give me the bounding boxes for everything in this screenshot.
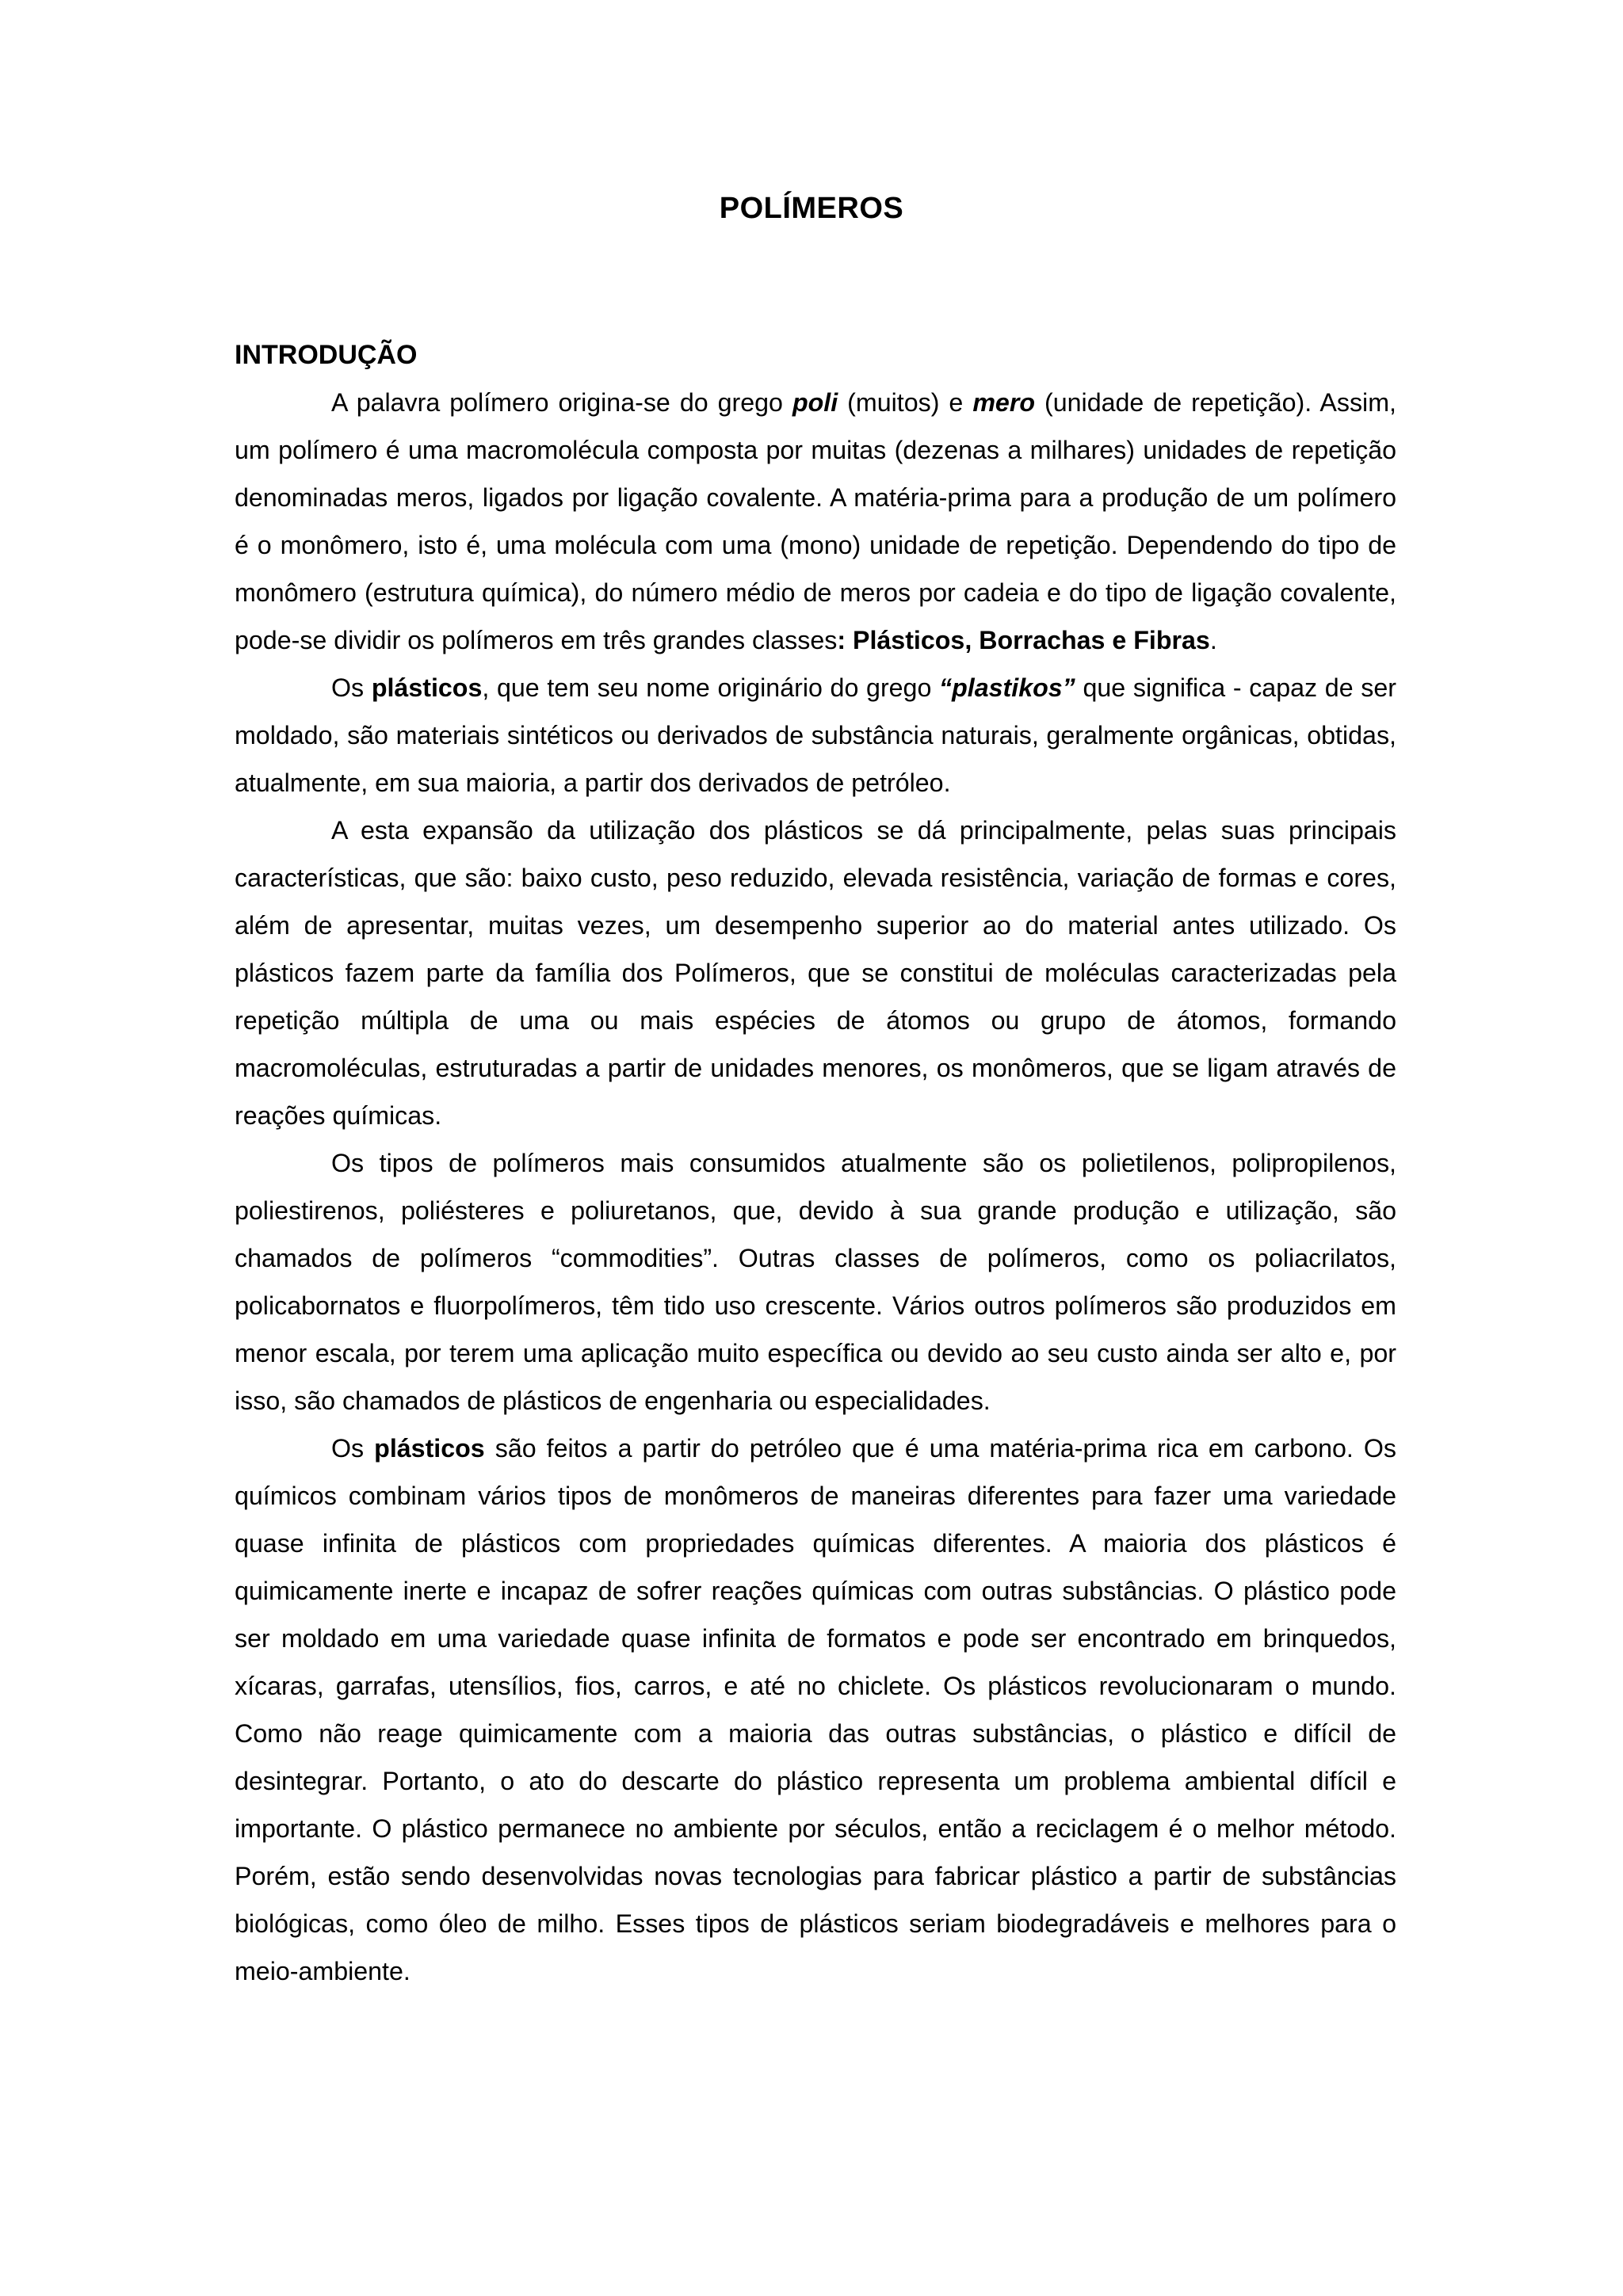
page-title: POLÍMEROS <box>719 192 904 225</box>
paragraph-plasticos-origin: Os plásticos, que tem seu nome originário do grego “plastikos” que significa - capaz de ser moldado, são materiais sintéticos ou derivados de substância naturais, geralmente orgânicas, obtidas, atualmente, em sua maioria, a partir dos derivados de petróleo. <box>235 673 1396 797</box>
emphasis-text: poli <box>792 388 838 417</box>
paragraph-introduction: A palavra polímero origina-se do grego poli (muitos) e mero (unidade de repetição). Assim, um polímero é uma macromolécula composta por muitas (dezenas a milhares) unidades de repetição denominadas meros, ligados por ligação covalente. A matéria-prima para a produção de um polímero é o monômero, isto é, uma molécula com uma (mono) unidade de repetição. Dependendo do tipo de monômero (estrutura química), do número médio de meros por cadeia e do tipo de ligação covalente, pode-se dividir os polímeros em três grandes classes: Plásticos, Borrachas e Fibras. <box>235 388 1396 654</box>
emphasis-text: plásticos <box>371 673 483 702</box>
document-body <box>235 331 1396 1995</box>
emphasis-text: mero <box>972 388 1036 417</box>
emphasis-text: : Plásticos, Borrachas e Fibras <box>837 626 1210 654</box>
emphasis-text: “plastikos” <box>939 673 1075 702</box>
paragraph-polymer-types: Os tipos de polímeros mais consumidos atualmente são os polietilenos, polipropilenos, poliestirenos, poliésteres e poliuretanos, que, devido à sua grande produção e utilização, são chamados de polímeros “commodities”. Outras classes de polímeros, como os poliacrilatos, policabornatos e fluorpolímeros, têm tido uso crescente. Vários outros polímeros são produzidos em menor escala, por terem uma aplicação muito específica ou devido ao seu custo ainda ser alto e, por isso, são chamados de plásticos de engenharia ou especialidades. <box>235 1149 1396 1415</box>
emphasis-text: plásticos <box>374 1434 485 1463</box>
paragraph-plasticos-petroleum: Os plásticos são feitos a partir do petróleo que é uma matéria-prima rica em carbono. Os químicos combinam vários tipos de monômeros de maneiras diferentes para fazer uma variedade quase infinita de plásticos com propriedades químicas diferentes. A maioria dos plásticos é quimicamente inerte e incapaz de sofrer reações químicas com outras substâncias. O plástico pode ser moldado em uma variedade quase infinita de formatos e pode ser encontrado em brinquedos, xícaras, garrafas, utensílios, fios, carros, e até no chiclete. Os plásticos revolucionaram o mundo. Como não reage quimicamente com a maioria das outras substâncias, o plástico e difícil de desintegrar. Portanto, o ato do descarte do plástico representa um problema ambiental difícil e importante. O plástico permanece no ambiente por séculos, então a reciclagem é o melhor método. Porém, estão sendo desenvolvidas novas tecnologias para fabricar plástico a partir de substâncias biológicas, como óleo de milho. Esses tipos de plásticos seriam biodegradáveis e melhores para o meio-ambiente. <box>235 1434 1397 1985</box>
section-heading: INTRODUÇÃO <box>235 340 418 370</box>
paragraph-plasticos-characteristics: A esta expansão da utilização dos plásticos se dá principalmente, pelas suas principais características, que são: baixo custo, peso reduzido, elevada resistência, variação de formas e cores, além de apresentar, muitas vezes, um desempenho superior ao do material antes utilizado. Os plásticos fazem parte da família dos Polímeros, que se constitui de moléculas caracterizadas pela repetição múltipla de uma ou mais espécies de átomos ou grupo de átomos, formando macromoléculas, estruturadas a partir de unidades menores, os monômeros, que se ligam através de reações químicas. <box>235 816 1396 1130</box>
